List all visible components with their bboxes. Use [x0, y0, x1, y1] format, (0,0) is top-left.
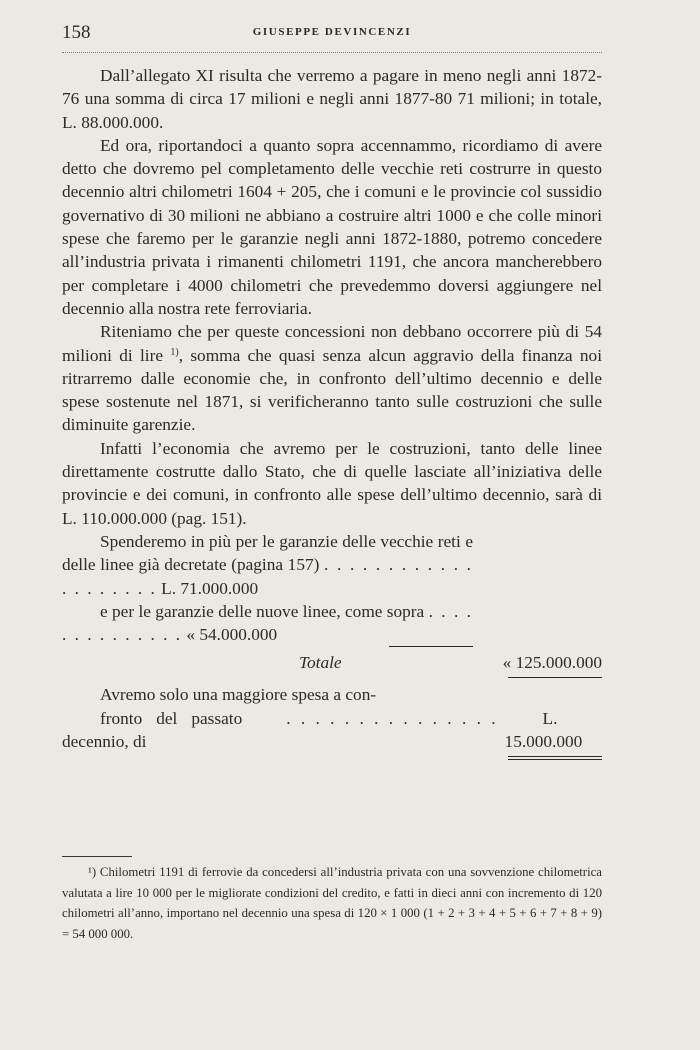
- total-row: [62, 647, 602, 677]
- footnote-rule: [62, 856, 132, 857]
- double-rule-bottom: [508, 759, 602, 760]
- total-label: Totale: [299, 653, 342, 673]
- ledger-item-1-text: Spenderemo in più per le garanzie delle vecchie reti e delle linee già decretate (pagina 157): [62, 531, 473, 575]
- paragraph-ricordiamo: Ed ora, riportandoci a quanto sopra accennammo, ricordiamo di avere detto che dovremo pel completamento delle vecchie reti costrurre in questo decennio altri chilometri 1604 + 205, che i comuni e le provincie col sussidio governativo di 30 milioni ne abbiano a costruire altri 1000 e che colle minori spese che faremo per le garanzie negli anni 1872-1880, potremo concedere all’industria privata i rimanenti chilometri 1191, che ancora mancherebbero per completare i 4000 chilometri che prevedemmo doversi aggiungere nel decennio alla nostra rete ferroviaria.: [62, 135, 602, 318]
- paragraph-allegato: Dall’allegato XI risulta che verremo a pagare in meno negli anni 1872-76 una somma di circa 17 milioni e negli anni 1877-80 71 milioni; in totale, L. 88.000.000.: [62, 66, 602, 132]
- ledger-item-2: [62, 600, 473, 648]
- ledger-item-2-amount: « 54.000.000: [186, 625, 278, 645]
- total-amount: « 125.000.000: [502, 653, 602, 673]
- ledger-item-1-dots: . . . . . . . . . . . . . . . . . . . .: [62, 555, 473, 598]
- footnote: [62, 862, 602, 944]
- final-line-1: Avremo solo una maggiore spesa a con-: [100, 685, 377, 705]
- ledger-item-1-amount: L. 71.000.000: [161, 578, 259, 598]
- final-line-2: fronto del passato decennio, di: [62, 708, 243, 752]
- paragraph-riteniamo-end: , somma che quasi senza alcun aggravio della finanza noi ritrarremo dalle economie che, in confronto dell’ultimo decennio e delle spese sostenute nel 1871, si verificheranno tanto sulle costruzioni che sulle diminuite garenzie.: [62, 345, 602, 435]
- footnote-marker[interactable]: 1): [170, 346, 179, 358]
- body-text: [62, 64, 602, 753]
- final-balance: [62, 683, 602, 753]
- double-rule-top: [508, 756, 602, 757]
- page-number: 158: [62, 22, 91, 43]
- ledger-item-2-text: e per le garanzie delle nuove linee, come sopra: [100, 601, 425, 621]
- ledger-item-2-dots: . . . . . . . . . . . . . .: [62, 601, 473, 645]
- total-rule: [508, 677, 602, 678]
- paragraph-riteniamo: [62, 320, 602, 436]
- final-amount: L. 15.000.000: [504, 708, 583, 752]
- expense-ledger: [62, 530, 602, 753]
- header-rule: [62, 52, 602, 53]
- ledger-item-1: [62, 530, 473, 600]
- paragraph-riteniamo-start: Riteniamo che per queste concessioni non debbano occorrere più di 54 milioni di lire: [62, 322, 602, 365]
- paragraph-infatti: Infatti l’economia che avremo per le costruzioni, tanto delle linee direttamente costrutte dallo Stato, che di quelle lasciate all’iniziativa delle provincie e dei comuni, in confronto alle spese dell’ultimo decennio, sarà di L. 110.000.000 (pag. 151).: [62, 438, 602, 528]
- running-head: GIUSEPPE DEVINCENZI: [252, 26, 412, 38]
- footnote-text: ¹) Chilometri 1191 di ferrovie da concedersi all’industria privata con una sovvenzione chilometrica valutata a lire 10 000 per le migliorate condizioni del credito, e fatti in dieci anni con incremento di 120 chilometri all’anno, importano nel decennio una spesa di 120 × 1 000 (1 + 2 + 3 + 4 + 5 + 6 + 7 + 8 + 9) = 54 000 000.: [62, 865, 602, 941]
- final-dots: . . . . . . . . . . . . . . .: [286, 708, 499, 728]
- page-header: [62, 22, 602, 46]
